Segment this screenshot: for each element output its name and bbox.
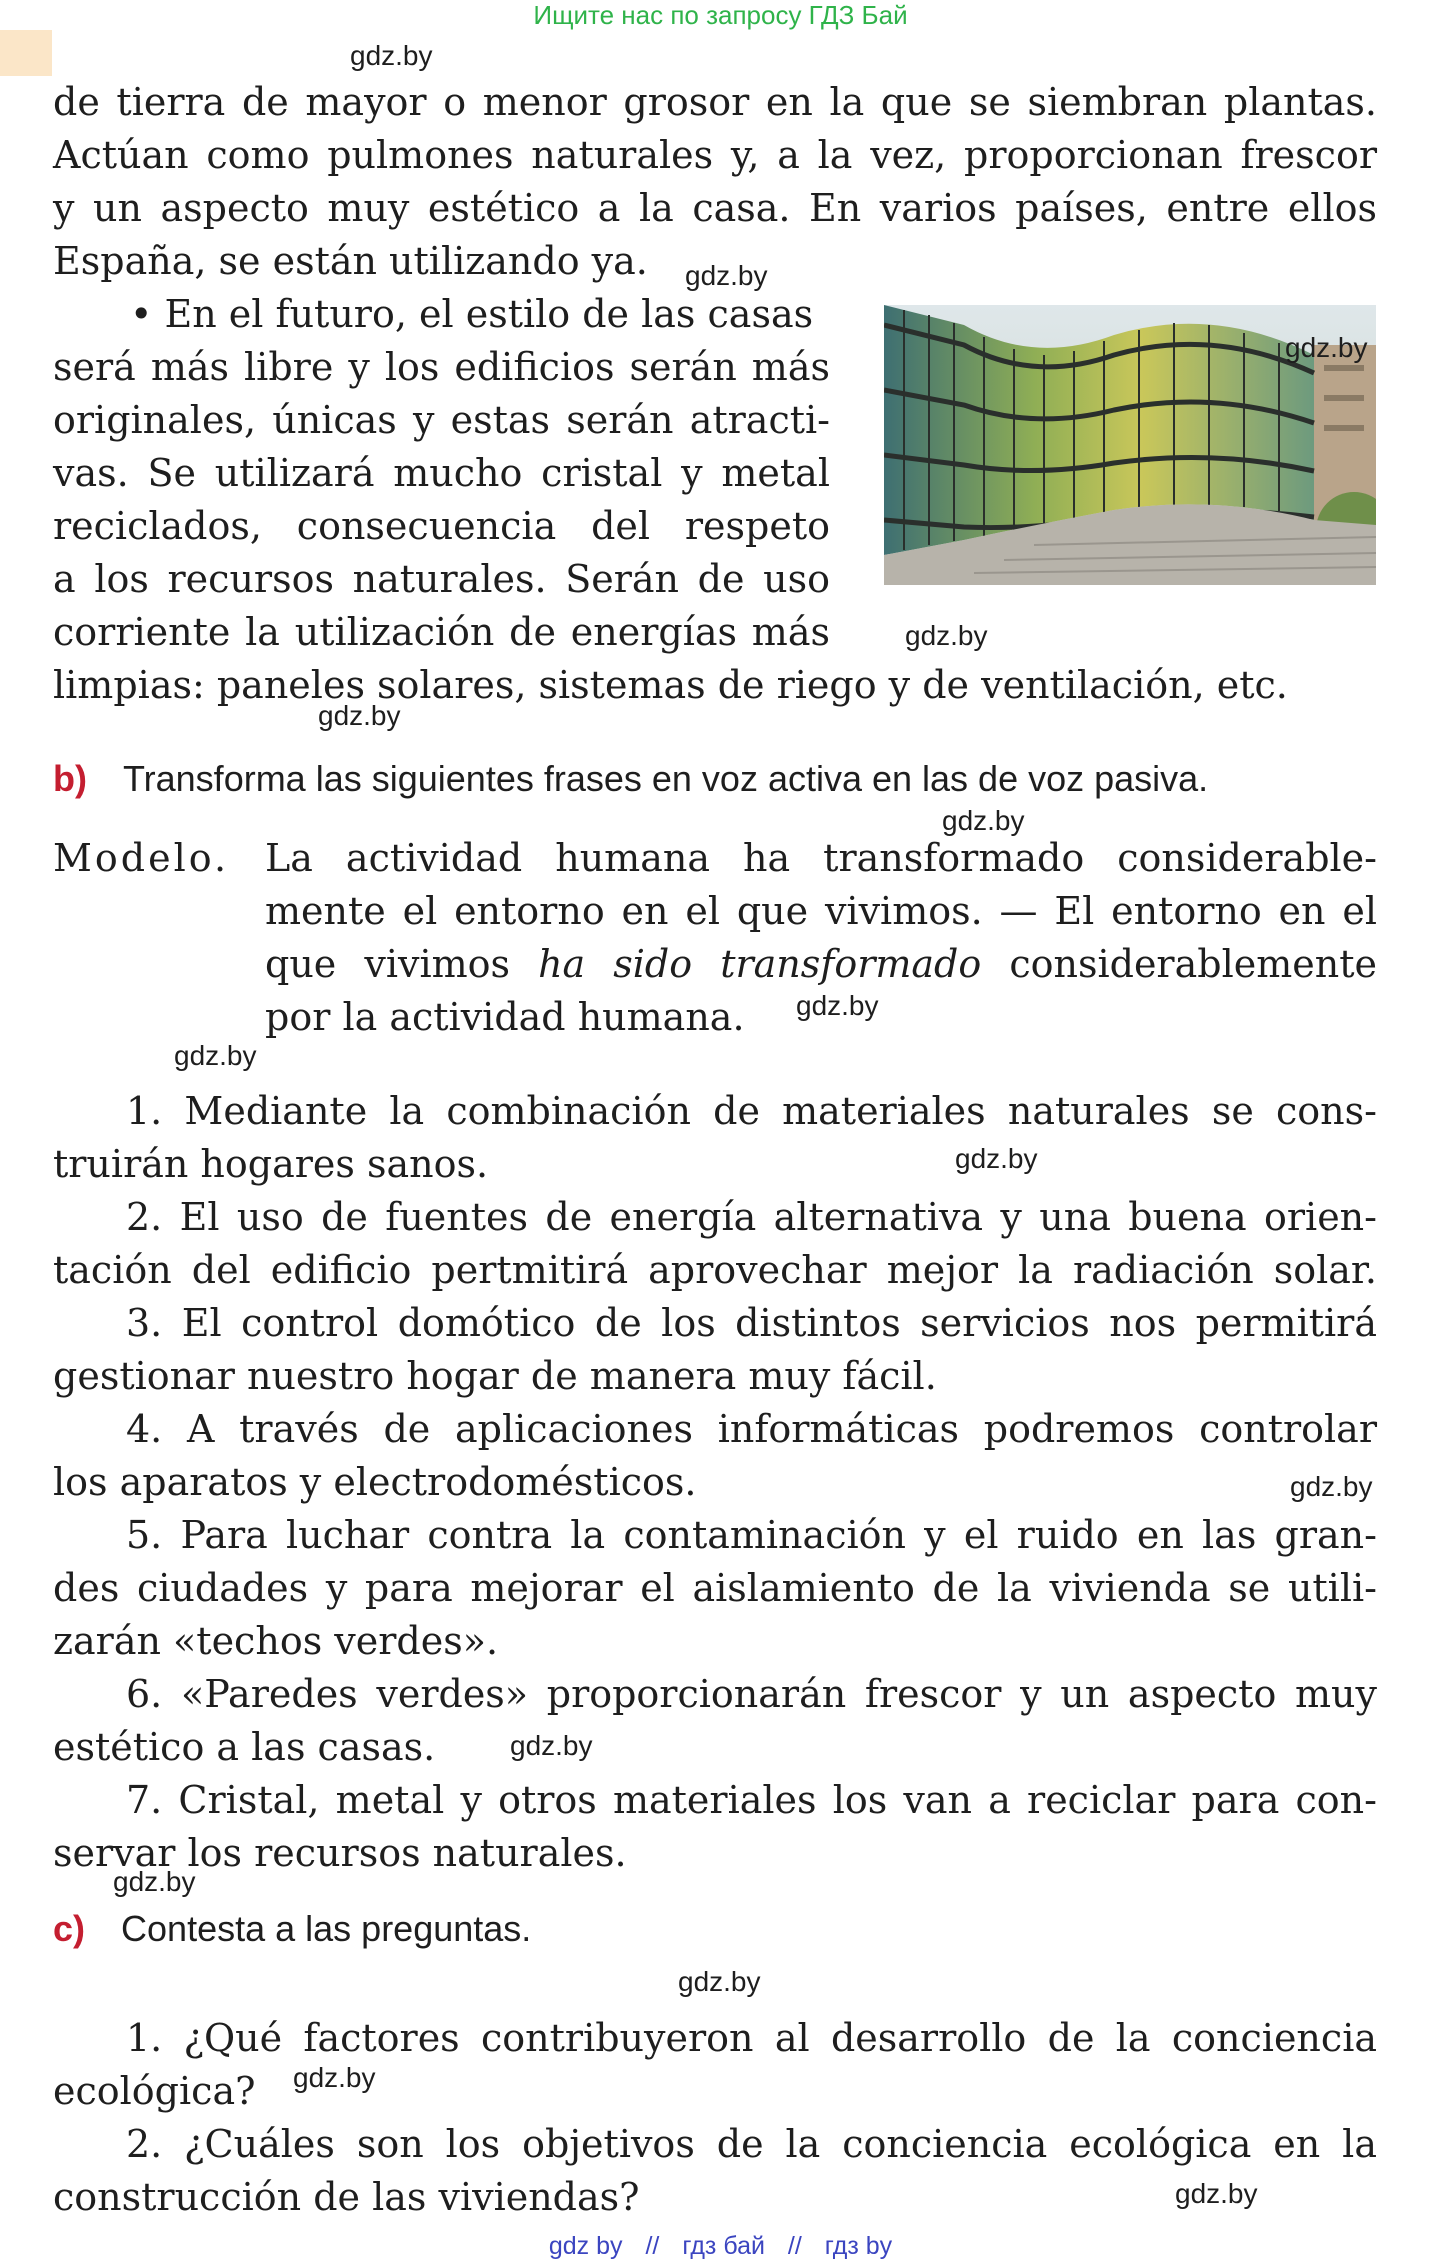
sentence-line: 1. Mediante la combinación de materiales naturales se cons- xyxy=(126,1089,1377,1133)
sentence-line: 6. «Paredes verdes» proporcionarán frescor y un aspecto muy xyxy=(126,1672,1377,1716)
sentence-line: 4. A través de aplicaciones informáticas podremos controlar xyxy=(126,1407,1377,1451)
bullet-line-3: originales, únicas y estas serán atracti- xyxy=(53,398,830,442)
watermark: gdz.by xyxy=(1175,2178,1258,2209)
model-line-4: por la actividad humana. xyxy=(265,995,745,1039)
bullet-line-7: corriente la utilización de energías más xyxy=(53,610,830,654)
bullet-line-8: limpias: paneles solares, sistemas de riego y de ventilación, etc. xyxy=(53,663,1288,707)
footer-link-gdz-bai[interactable]: гдз бай xyxy=(682,2232,765,2260)
watermark: gdz.by xyxy=(1285,332,1368,363)
watermark: gdz.by xyxy=(1290,1471,1373,1502)
sentence-line: zarán «techos verdes». xyxy=(53,1619,499,1663)
question-line: construcción de las viviendas? xyxy=(53,2175,640,2219)
bullet-line-2: será más libre y los edificios serán más xyxy=(53,345,830,389)
task-c xyxy=(53,1908,531,1950)
sentence-line: los aparatos y electrodomésticos. xyxy=(53,1460,697,1504)
sentence-line: tación del edificio pertmitirá aprovechar mejor la radiación solar. xyxy=(53,1248,1377,1292)
footer-links xyxy=(0,2232,1441,2261)
sentence-line: 5. Para luchar contra la contaminación y el ruido en las gran- xyxy=(126,1513,1377,1557)
watermark: gdz.by xyxy=(796,990,879,1021)
model-line-3-italic: ha sido transformado xyxy=(538,942,982,986)
intro-line-4: España, se están utilizando ya. xyxy=(53,239,648,283)
sentence-line: estético a las casas. xyxy=(53,1725,436,1769)
question-line: 1. ¿Qué factores contribuyeron al desarrollo de la conciencia xyxy=(126,2016,1377,2060)
footer-separator: // xyxy=(787,2232,802,2260)
bullet-line-1: • En el futuro, el estilo de las casas xyxy=(130,292,814,336)
watermark: gdz.by xyxy=(678,1966,761,1997)
watermark: gdz.by xyxy=(685,260,768,291)
intro-line-2: Actúan como pulmones naturales y, a la vez, proporcionan frescor xyxy=(53,133,1377,177)
watermark: gdz.by xyxy=(113,1866,196,1897)
sentence-line: truirán hogares sanos. xyxy=(53,1142,489,1186)
watermark: gdz.by xyxy=(350,40,433,71)
task-b xyxy=(53,758,1208,800)
task-c-instruction: Contesta a las preguntas. xyxy=(121,1908,532,1949)
footer-link-gdz-by-cyr[interactable]: гдз by xyxy=(824,2232,893,2260)
task-b-label: b) xyxy=(53,758,87,799)
model-line-3-after: considerablemente xyxy=(981,942,1377,986)
sentence-line: 7. Cristal, metal y otros materiales los van a reciclar para con- xyxy=(126,1778,1377,1822)
bullet-line-4: vas. Se utilizará mucho cristal y metal xyxy=(53,451,830,495)
footer-separator: // xyxy=(645,2232,660,2260)
sentence-line: 2. El uso de fuentes de energía alternativa y una buena orien- xyxy=(126,1195,1377,1239)
model-line-3-before: que vivimos xyxy=(265,942,539,986)
sentence-line: gestionar nuestro hogar de manera muy fácil. xyxy=(53,1354,937,1398)
sentence-line: des ciudades y para mejorar el aislamiento de la vivienda se utili- xyxy=(53,1566,1377,1610)
intro-line-3: y un aspecto muy estético a la casa. En varios países, entre ellos xyxy=(53,186,1377,230)
footer-link-gdz-by[interactable]: gdz by xyxy=(548,2232,623,2260)
task-c-label: c) xyxy=(53,1908,86,1949)
sentence-line: servar los recursos naturales. xyxy=(53,1831,627,1875)
watermark: gdz.by xyxy=(293,2062,376,2093)
model-line-1: La actividad humana ha transformado considerable- xyxy=(265,836,1377,880)
sentence-line: 3. El control domótico de los distintos servicios nos permitirá xyxy=(126,1301,1377,1345)
watermark: gdz.by xyxy=(955,1143,1038,1174)
intro-line-1: de tierra de mayor o menor grosor en la que se siembran plantas. xyxy=(53,80,1377,124)
question-line: 2. ¿Cuáles son los objetivos de la conciencia ecológica en la xyxy=(126,2122,1377,2166)
watermark: gdz.by xyxy=(510,1730,593,1761)
bullet-line-6: a los recursos naturales. Serán de uso xyxy=(53,557,830,601)
question-line: ecológica? xyxy=(53,2069,256,2113)
model-line-2: mente el entorno en el que vivimos. — El entorno en el xyxy=(265,889,1377,933)
search-hint: Ищите нас по запросу ГДЗ Бай xyxy=(533,0,908,30)
watermark: gdz.by xyxy=(318,700,401,731)
watermark: gdz.by xyxy=(174,1040,257,1071)
watermark: gdz.by xyxy=(942,805,1025,836)
model-label: Modelo. xyxy=(53,836,230,880)
task-b-instruction: Transforma las siguientes frases en voz activa en las de voz pasiva. xyxy=(123,758,1209,799)
model-line-3 xyxy=(265,938,1377,991)
bullet-line-5: reciclados, consecuencia del respeto xyxy=(53,504,830,548)
watermark: gdz.by xyxy=(905,620,988,651)
page-corner-tab xyxy=(0,30,52,76)
